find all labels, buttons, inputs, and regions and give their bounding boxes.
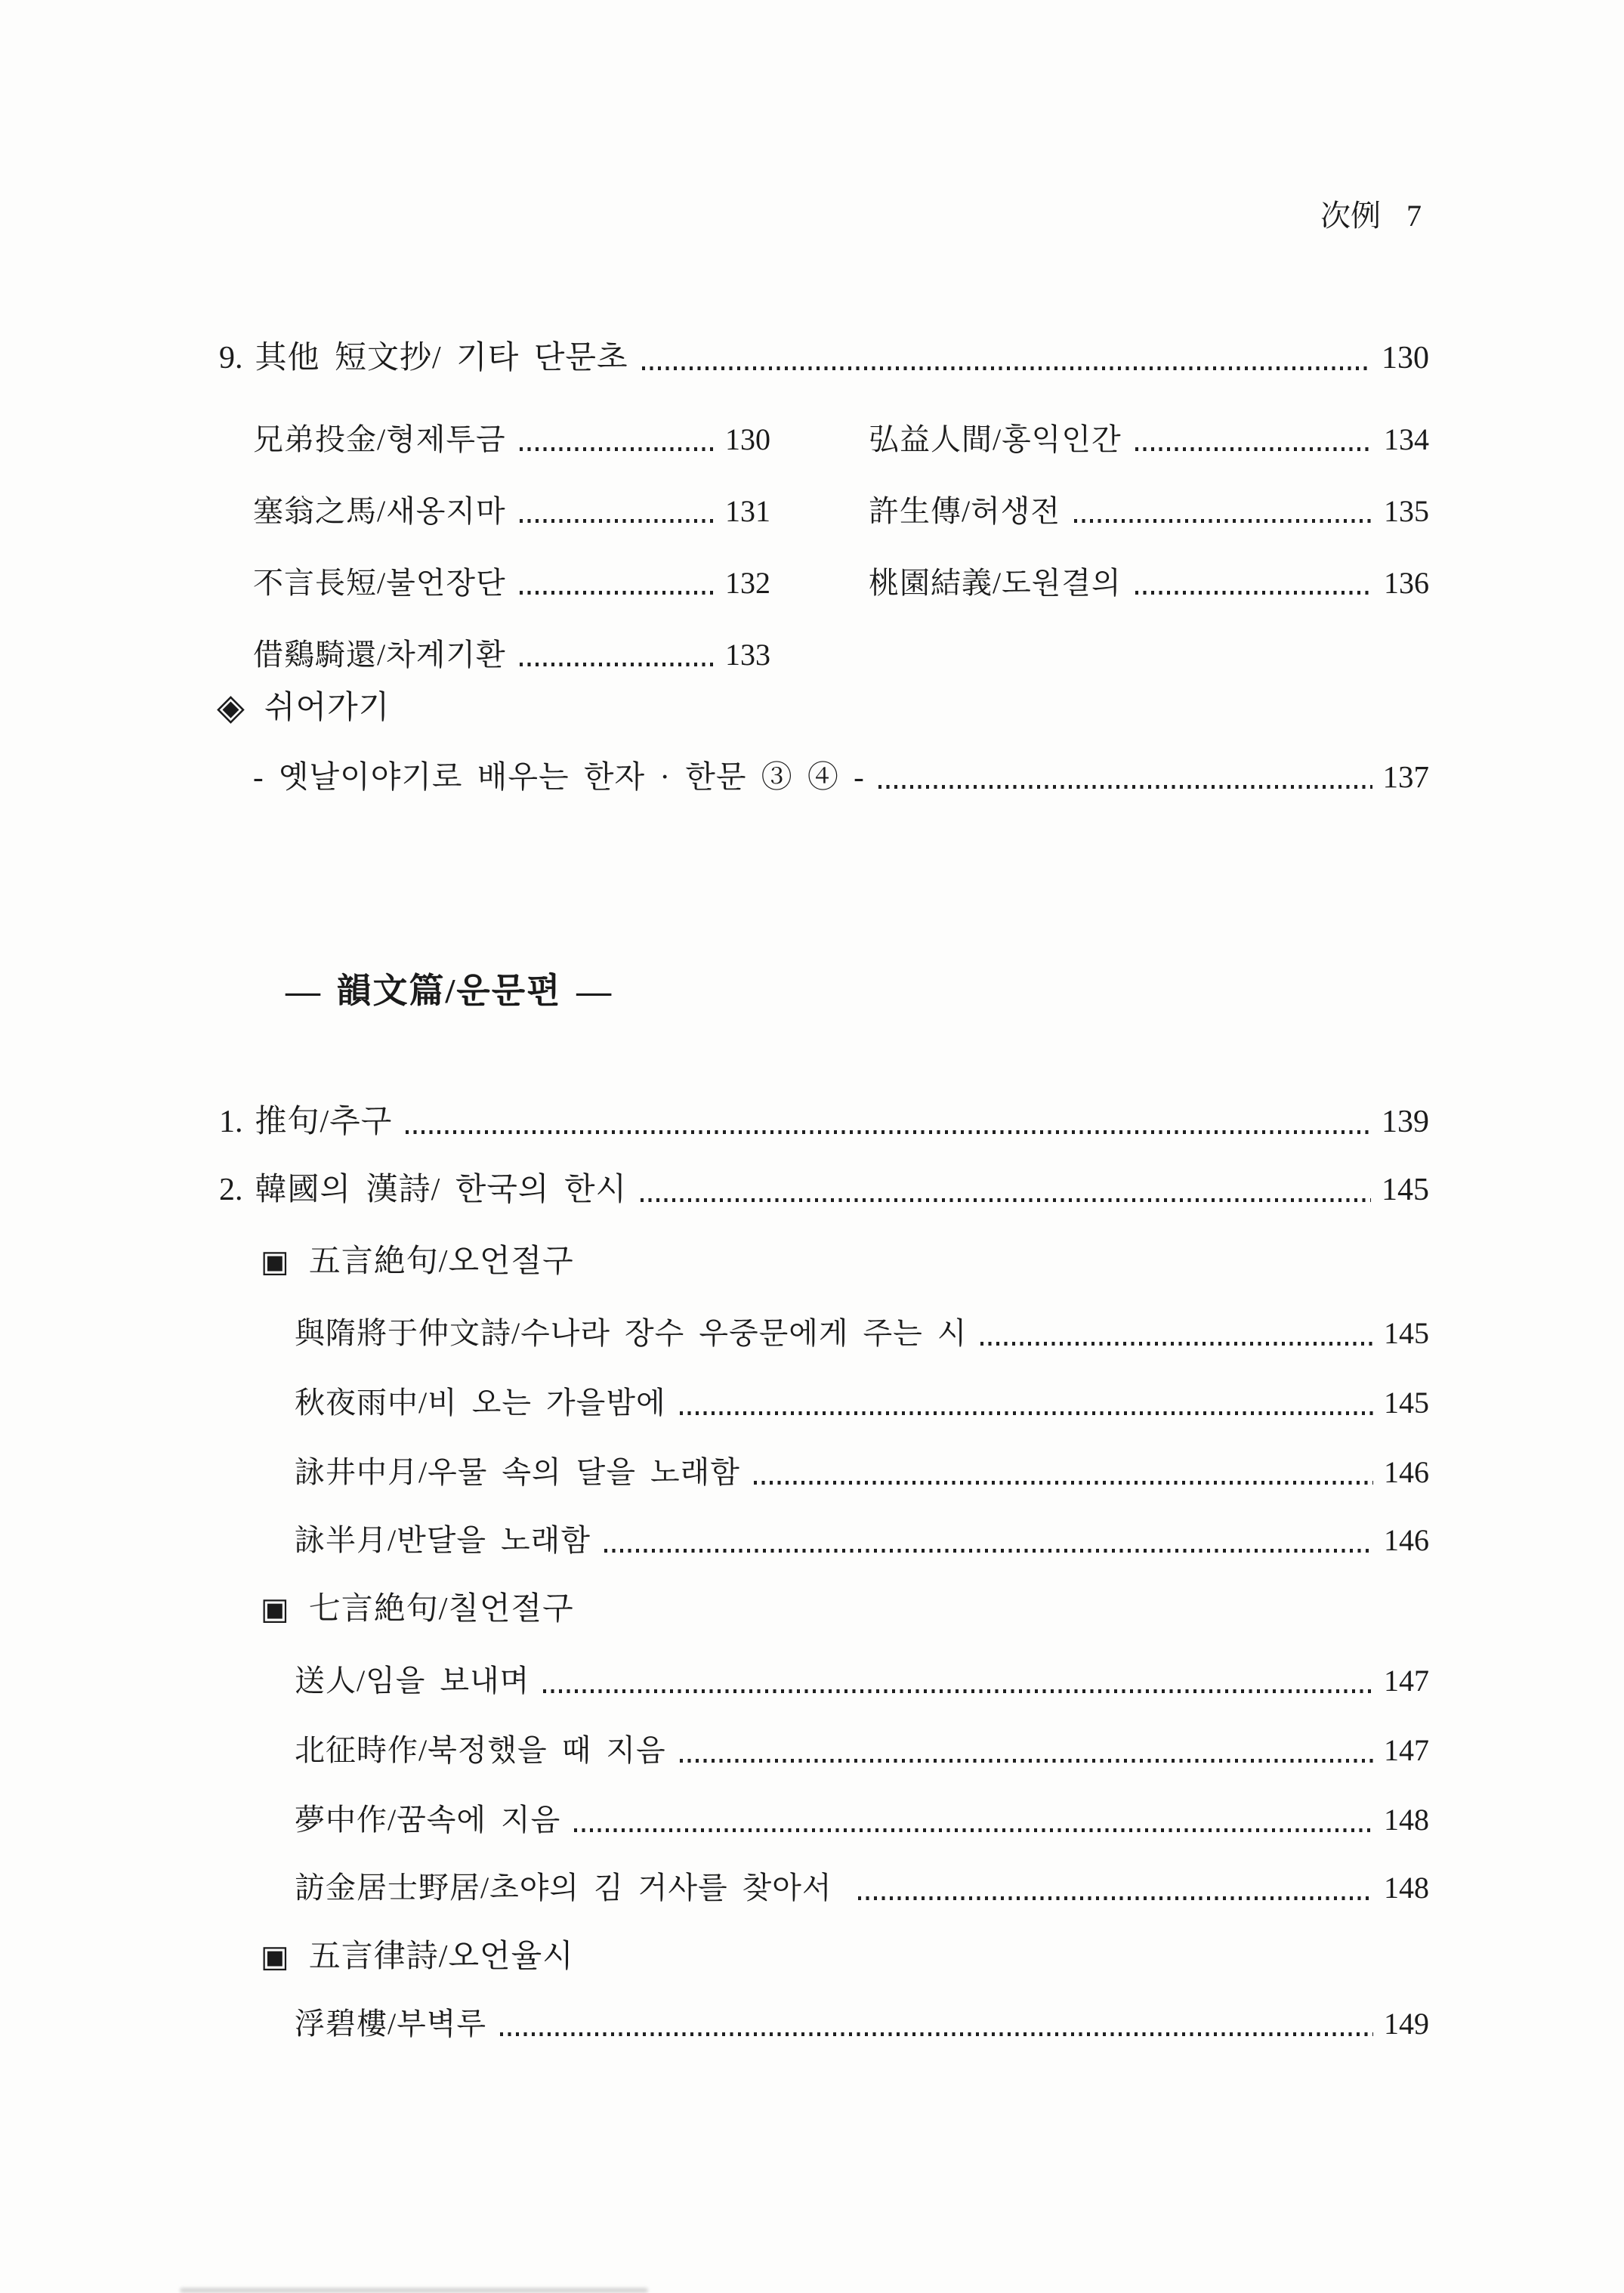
break-title-label: 쉬어가기 (264, 691, 391, 725)
diamond-bullet-icon: ◈ (217, 688, 245, 728)
dot-leader (754, 1481, 1373, 1485)
subentry-page-number: 132 (725, 566, 770, 600)
subentry-label: 兄弟投金/형제투금 (253, 422, 506, 456)
toc-subentry (869, 420, 1429, 459)
dot-leader (1135, 447, 1373, 451)
subentry-page-number: 136 (1384, 566, 1429, 600)
poem-group-label: 五言絶句/오언절구 (308, 1244, 574, 1279)
square-bullet-icon: ▣ (261, 1244, 289, 1278)
poem-group-label: 七言絶句/칠언절구 (308, 1592, 574, 1627)
dot-leader (500, 2032, 1373, 2036)
dot-leader (680, 1759, 1373, 1763)
subentry-grid (253, 420, 1429, 674)
subentry-label: 塞翁之馬/새옹지마 (253, 494, 506, 528)
poem-group-title (261, 1936, 574, 1977)
subentry-label: 不言長短/불언장단 (253, 566, 506, 600)
poem-page-number: 147 (1384, 1733, 1429, 1767)
entry-page-number: 145 (1382, 1173, 1429, 1207)
toc-entry (219, 338, 1429, 378)
toc-poem-entry (295, 2004, 1429, 2044)
entry-page-number: 139 (1382, 1105, 1429, 1139)
toc-subentry (869, 564, 1429, 602)
dot-leader (520, 447, 715, 451)
poem-page-number: 146 (1384, 1523, 1429, 1557)
poem-label: 夢中作/꿈속에 지음 (295, 1803, 561, 1837)
poem-label: 浮碧樓/부벽루 (295, 2007, 487, 2041)
poem-page-number: 146 (1384, 1455, 1429, 1489)
subentry-page-number: 135 (1384, 494, 1429, 528)
dot-leader (520, 663, 715, 666)
entry-label: 推句/추구 (255, 1105, 393, 1139)
subentry-label: 桃園結義/도원결의 (869, 566, 1122, 600)
toc-subentry (253, 635, 770, 674)
dot-leader (1074, 519, 1373, 523)
poem-page-number: 145 (1384, 1316, 1429, 1350)
subentry-label: 弘益人間/홍익인간 (869, 422, 1122, 456)
entry-number: 2. (219, 1173, 243, 1207)
subentry-label: 許生傳/허생전 (869, 494, 1061, 528)
entry-label: 韓國의 漢詩/ 한국의 한시 (255, 1173, 628, 1207)
toc-poem-entry (295, 1383, 1429, 1423)
subentry-page-number: 134 (1384, 422, 1429, 456)
poem-label: 秋夜雨中/비 오는 가을밤에 (295, 1386, 666, 1420)
poem-label: 詠井中月/우물 속의 달을 노래함 (295, 1455, 740, 1489)
entry-number: 1. (219, 1105, 243, 1139)
subentry-page-number: 133 (725, 638, 770, 672)
subentry-page-number: 130 (725, 422, 770, 456)
toc-entry (253, 757, 1429, 796)
square-bullet-icon: ▣ (261, 1939, 289, 1973)
toc-subentry (253, 564, 770, 602)
verse-section-header: — 韻文篇/운문편 — (286, 972, 613, 1010)
break-line-page-number: 137 (1382, 759, 1429, 794)
subentry-page-number: 131 (725, 494, 770, 528)
dot-leader (680, 1411, 1373, 1415)
toc-poem-entry (295, 1731, 1429, 1770)
toc-subentry (253, 492, 770, 530)
dot-leader (858, 1896, 1373, 1900)
poem-label: 北征時作/북정했을 때 지음 (295, 1733, 666, 1767)
break-line-label: - 옛날이야기로 배우는 한자 · 한문 ③ ④ - (253, 759, 865, 794)
dot-leader (406, 1130, 1371, 1134)
poem-label: 訪金居士野居/초야의 김 거사를 찾아서 (295, 1871, 832, 1905)
toc-poem-entry (295, 1800, 1429, 1840)
toc-poem-entry (295, 1453, 1429, 1492)
poem-group-title (261, 1589, 574, 1630)
entry-number: 9. (219, 341, 243, 375)
dot-leader (543, 1689, 1373, 1693)
dot-leader (520, 591, 715, 595)
scan-smudge-artifact (180, 2288, 648, 2293)
toc-poem-entry (295, 1521, 1429, 1560)
toc-entry (219, 1170, 1429, 1210)
running-head-page-number: 7 (1406, 199, 1422, 233)
dot-leader (1135, 591, 1373, 595)
entry-page-number: 130 (1382, 341, 1429, 375)
dot-leader (878, 785, 1372, 789)
dot-leader (520, 519, 715, 523)
dot-leader (980, 1342, 1373, 1346)
dot-leader (604, 1549, 1373, 1553)
toc-poem-entry (295, 1314, 1429, 1353)
poem-page-number: 149 (1384, 2007, 1429, 2041)
poem-page-number: 147 (1384, 1664, 1429, 1698)
poem-label: 與隋將于仲文詩/수나라 장수 우중문에게 주는 시 (295, 1316, 968, 1350)
dot-leader (574, 1828, 1373, 1832)
break-section-title (217, 688, 390, 728)
toc-entry (219, 1102, 1429, 1142)
toc-subentry (253, 420, 770, 459)
toc-poem-entry (295, 1661, 1429, 1701)
dot-leader (641, 1198, 1371, 1202)
dot-leader (642, 366, 1371, 370)
poem-page-number: 145 (1384, 1386, 1429, 1420)
toc-poem-entry (295, 1868, 1429, 1908)
poem-label: 送人/임을 보내며 (295, 1664, 530, 1698)
running-head-title: 次例 (1320, 199, 1381, 233)
poem-page-number: 148 (1384, 1871, 1429, 1905)
subentry-label: 借鷄騎還/차계기환 (253, 638, 506, 672)
poem-label: 詠半月/반달을 노래함 (295, 1523, 591, 1557)
poem-group-title (261, 1241, 574, 1282)
running-head (1320, 198, 1422, 234)
square-bullet-icon: ▣ (261, 1592, 289, 1626)
poem-page-number: 148 (1384, 1803, 1429, 1837)
entry-label: 其他 短文抄/ 기타 단문초 (255, 341, 628, 375)
toc-subentry (869, 492, 1429, 530)
poem-group-label: 五言律詩/오언율시 (308, 1939, 574, 1974)
